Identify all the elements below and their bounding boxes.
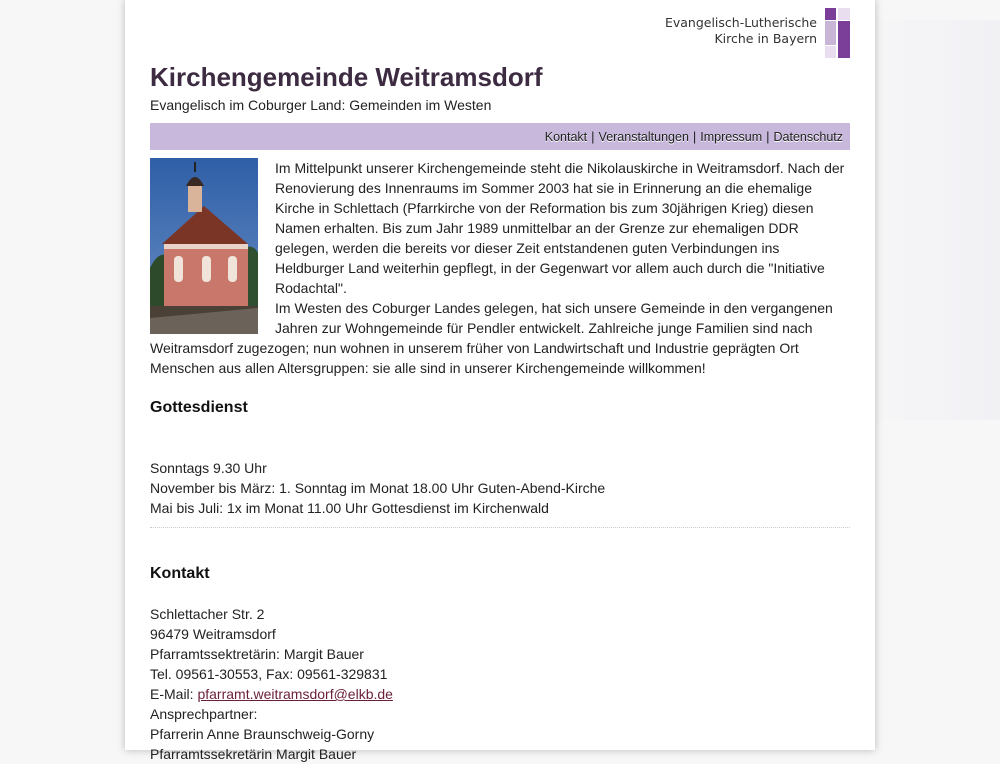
page-subtitle: Evangelisch im Coburger Land: Gemeinden im Westen: [150, 97, 492, 113]
logo-mark-icon: [825, 8, 850, 58]
contact-city: 96479 Weitramsdorf: [150, 626, 276, 642]
email-link[interactable]: pfarramt.weitramsdorf@elkb.de: [197, 686, 393, 702]
logo-text: [665, 15, 817, 47]
contact-secretary-2: Pfarramtssekretärin Margit Bauer: [150, 746, 357, 762]
church-photo: [150, 158, 258, 334]
service-times: [150, 458, 605, 518]
logo-line-2: Kirche in Bayern: [714, 31, 817, 46]
contact-partners-label: Ansprechpartner:: [150, 706, 258, 722]
elkb-logo[interactable]: [665, 8, 850, 58]
nav-link-impressum[interactable]: Impressum: [700, 129, 763, 144]
section-divider: [150, 527, 850, 528]
email-label: E-Mail:: [150, 686, 198, 702]
service-line: Sonntags 9.30 Uhr: [150, 460, 267, 476]
service-line: Mai bis Juli: 1x im Monat 11.00 Uhr Gottesdienst im Kirchenwald: [150, 500, 549, 516]
contact-street: Schlettacher Str. 2: [150, 606, 265, 622]
intro-paragraph-2: Im Westen des Coburger Landes gelegen, hat sich unsere Gemeinde in den vergangenen Jahren zur Wohngemeinde für Pendler entwickelt. Zahlreiche junge Familien sind nach Weitramsdorf zugezogen; nun wohnen in unserem früher von Landwirtschaft und Industrie geprägten Ort Menschen aus allen Altersgruppen: sie alle sind in unserer Kirchengemeinde willkommen!: [150, 300, 833, 376]
logo-line-1: Evangelisch-Lutherische: [664, 15, 817, 30]
contact-pastor: Pfarrerin Anne Braunschweig-Gorny: [150, 726, 375, 742]
page-container: [125, 0, 875, 762]
intro-paragraph-1: Im Mittelpunkt unserer Kirchengemeinde steht die Nikolauskirche in Weitramsdorf. Nach der Renovierung des Innenraums im Sommer 2003 hat sie in Erinnerung an die ehemalige Kirche in Schlettach (Pfarrkirche von der Reformation bis zum 30jährigen Krieg) diesen Namen erhalten. Bis zum Jahr 1989 unmittelbar an der Grenze zur ehemaligen DDR gelegen, werden die bereits vor dieser Zeit entstandenen guten Verbindungen ins Heldburger Land weiterhin gepflegt, in der Gegenwart vor allem auch durch die "Initiative Rodachtal".: [275, 160, 845, 296]
contact-email-row: [150, 684, 393, 704]
nav-link-veranstaltungen[interactable]: Veranstaltungen: [598, 129, 689, 144]
service-line: November bis März: 1. Sonntag im Monat 18.00 Uhr Guten-Abend-Kirche: [150, 480, 606, 496]
contact-phone: Tel. 09561-30553, Fax: 09561-329831: [150, 666, 388, 682]
nav-separator: |: [766, 129, 770, 144]
intro-section: [150, 158, 850, 378]
contact-heading: Kontakt: [150, 565, 210, 582]
nav-separator: |: [692, 129, 697, 144]
top-navigation: [150, 123, 850, 150]
nav-separator: |: [591, 129, 595, 144]
contact-details: [150, 604, 393, 764]
nav-link-datenschutz[interactable]: Datenschutz: [773, 129, 843, 144]
contact-secretary: Pfarramtssektretärin: Margit Bauer: [150, 646, 364, 662]
nav-link-kontakt[interactable]: Kontakt: [544, 129, 588, 144]
page-title: Kirchengemeinde Weitramsdorf: [150, 62, 543, 92]
service-heading: Gottesdienst: [150, 399, 248, 416]
